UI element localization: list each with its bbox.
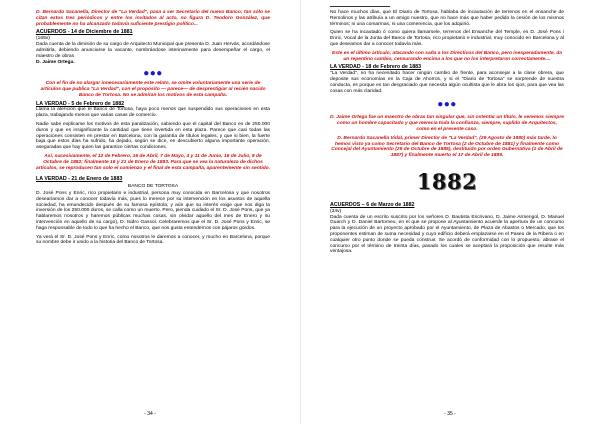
- editor-note-sacanella-bio: D. Bernardo Sacanella Vidal, primer Director de "La Verdad", (29 Agosto de 1880) más tarde, lo hemos visto ya como Secretario del Banco de Tortosa (2 de Octubre de 1881) y finalmente como Concejal del Ayuntamiento (29 de Octubre de 1885), destituido por orden Gubernativa (1 de Abril de 1887) y finalmente muerto el 17 de Abril de 1889.: [331, 135, 563, 159]
- paragraph: Ya verá el Sr. D. José Pons y Enric, como nosotros le daremos a conocer, y mucho en Barcelona, porque su nombre debe ir unido a la historia del Banco de Tortosa.: [36, 234, 270, 246]
- paragraph: "La Verdad", no ha necesitado hacer ningún cambio de frente, para aconsejar a la clase obrera, que deposite sus economías en la Caja de Ahorros, y si el "Diario de Tortosa" se sorprende de nuestra conducta, es porque es tan desgraciado que necesita algún ocultista que le abra los ojos, para que vea las cosas con más claridad.: [330, 71, 564, 94]
- editor-note-omission: Con el fin de no alargar innecesariamente este relato, se omite voluntariamente una serie de artículos que publica "La Verdad", con el propósito — parece— de desprestigiar al recién nacido Banco de Tortosa. No se admiran los motivos de esta campaña.: [40, 81, 266, 98]
- paragraph-text: Dada cuenta de la dimisión de su cargo de Arquitecto Municipal que presenta D. Juan Hervás, acordándose admitirla, debiendo anunciarse la vacante, nombrándose interinamente para desempeñar el cargo, el maestro de obras: [36, 41, 270, 59]
- editor-note-ortega: D. Jaime Ortega fue un maestro de obras tan singular que, sin ostentar un título, le veremos siempre como un hombre capacitado y que merecía toda la confianza, siempre, suplido de Arquitectos, como en el presente caso.: [330, 115, 564, 132]
- section-heading: ACUERDOS – 6 de Marzo de 1882: [330, 201, 415, 208]
- section-divider-dots: ●●●: [437, 99, 457, 111]
- section-divider-dots: ●●●: [143, 68, 163, 80]
- paragraph: [36, 42, 270, 59]
- paragraph: D. José Pons y Enric, rico propietario e industrial, persona muy conocida en Barcelona y que nosotros desearíamos dar a conocer todavía más, pues lo merece por su intervención en los asuntos de aquella sociedad, ha emundecido después de su famosa epístola, y aún que su interés exige que nos diga la inversión de los 250.000 duros, se calla como un muerto. Pero, pienda cuidado el Sr. D. José Pons, que ya hablaremos nosotros y haremos públicas muchas cosas, sin olvidar aquello del mes de Enero y su intervención en aquello de su cargo), D. Isidro Gassol. Celebraremos que el Sr. D. José Pons y Enric, se haga responsable de todo lo que ha hecho el Banco, que nos gusta entendernos con pájaros gordos.: [36, 190, 270, 231]
- editor-note-dates: Así, sucesivamente, el 12 de Febrero, 16 de Abril, 7 de Mayo, 4 y 11 de Junio, 16 de Julio, 8 de Octubre de 1882; finalmente 16 y 21 de Enero de 1883. Para que se vea la naturaleza de dichos artículos, se reproducen tan solo el comienzo y el final de esta campaña, aparentemente sin sentido.: [36, 153, 271, 171]
- paragraph: No hace muchos días, que El Diario de Tortosa, hablaba de incautación de terrenos en el ensanche de Remolinos y las atribuía a un amigo nuestro, que no hace más que haber pedido la cesión de los mismos términos; ni una comarmas, ni una comerencia, que los adquirió.: [330, 10, 564, 27]
- reference-number: (34v): [330, 208, 342, 214]
- editor-note-sacanella: D. Bernardo Sacanella, Director de "La Verdad", pasa a ser Secretario del nuevo Banco; tan sólo se citan estos tres periódicos y entre los invitados al acto, no figura D. Teodoro González, que probablemente no ha alcanzado todavía suficiente prestigio político...: [36, 10, 270, 27]
- paragraph: Llama la atención que el Banco de Tortosa, haya poco menos que suspendido sus operaciones en esta plaza, trabajando menos que varias casas de comercio.: [36, 107, 270, 119]
- paragraph: Quien se ha incautado ó como quiera llamarsele, terrenos del Ensanche del Temple, es D. José Pons i Enric, Vocal de la Junta del Banco de Tortosa, rico propietario e industrial, muy conocido en Barcelona y al que deseamos dar a conocer todavía más.: [330, 30, 564, 47]
- top-rule: [330, 6, 390, 7]
- reference-number: (165v): [36, 36, 50, 42]
- section-heading: LA VERDAD - 18 de Febrero de 1883: [330, 64, 422, 71]
- section-heading: LA VERDAD - 5 de Febrero de 1882: [36, 100, 125, 107]
- paragraph: Dada cuenta de un escrito suscrito por los señores D. Bautista Escrivano, D. Jaime Armengol, D. Manuel Guarch y D. Daniel Bartomeu, en el que se propone al Ayuntamiento acuerde la apertura de un concurso para la ejecución de un proyecto aprobado por el Ayuntamiento, de Plaza de Abastos o Mercado, que los proponentes estiman de suma necesidad y cuyo edificio deberá emplazarse en el Paseo de la Ribera o en cualquier otro punto donde se pueda construir. Se acordó de conformidad con lo propuesto, abrase el concurso por el término de treinta días, pasado los cuales se aceptará la proposición que resulte más ventajosa.: [330, 214, 564, 255]
- section-heading: LA VERDAD - 21 de Enero de 1883: [36, 176, 123, 183]
- left-column: [36, 10, 270, 249]
- editor-note-last-article: Este es el último artículo, atacando con saña a los Directivos del Banco, pero inesperadamente, da un repentino cambio, censurando encima a los que no los interpretaron correctamente....: [332, 50, 562, 62]
- article-title: BANCO DE TORTOSA: [127, 184, 179, 190]
- right-column: [330, 6, 564, 258]
- section-heading: ACUERDOS - 14 de Diciembre de 1881: [36, 29, 133, 36]
- page-number: - 35 -: [444, 411, 456, 417]
- paragraph-bold: D. Jaime Ortega.: [36, 60, 75, 66]
- page-number: - 34 -: [144, 411, 156, 417]
- paragraph: Nadie sabe explicarse los motivos de esta paralización, sabiendo que el capital del Banco es de 250.000 duros y que es insignificante la cantidad que tiene invertida en esta plaza. Parece que casi todas las operaciones consisten en prestar en Barcelona, con la garantía de títulos legales, y que si bien, la fuerte baja que estos días ha sufrido, ha dejado, según se dice, en descubierto alguna importante operación, aseguradas que hay quien las garantice ciertas condiciones.: [36, 121, 270, 151]
- year-heading: 1882: [416, 168, 478, 194]
